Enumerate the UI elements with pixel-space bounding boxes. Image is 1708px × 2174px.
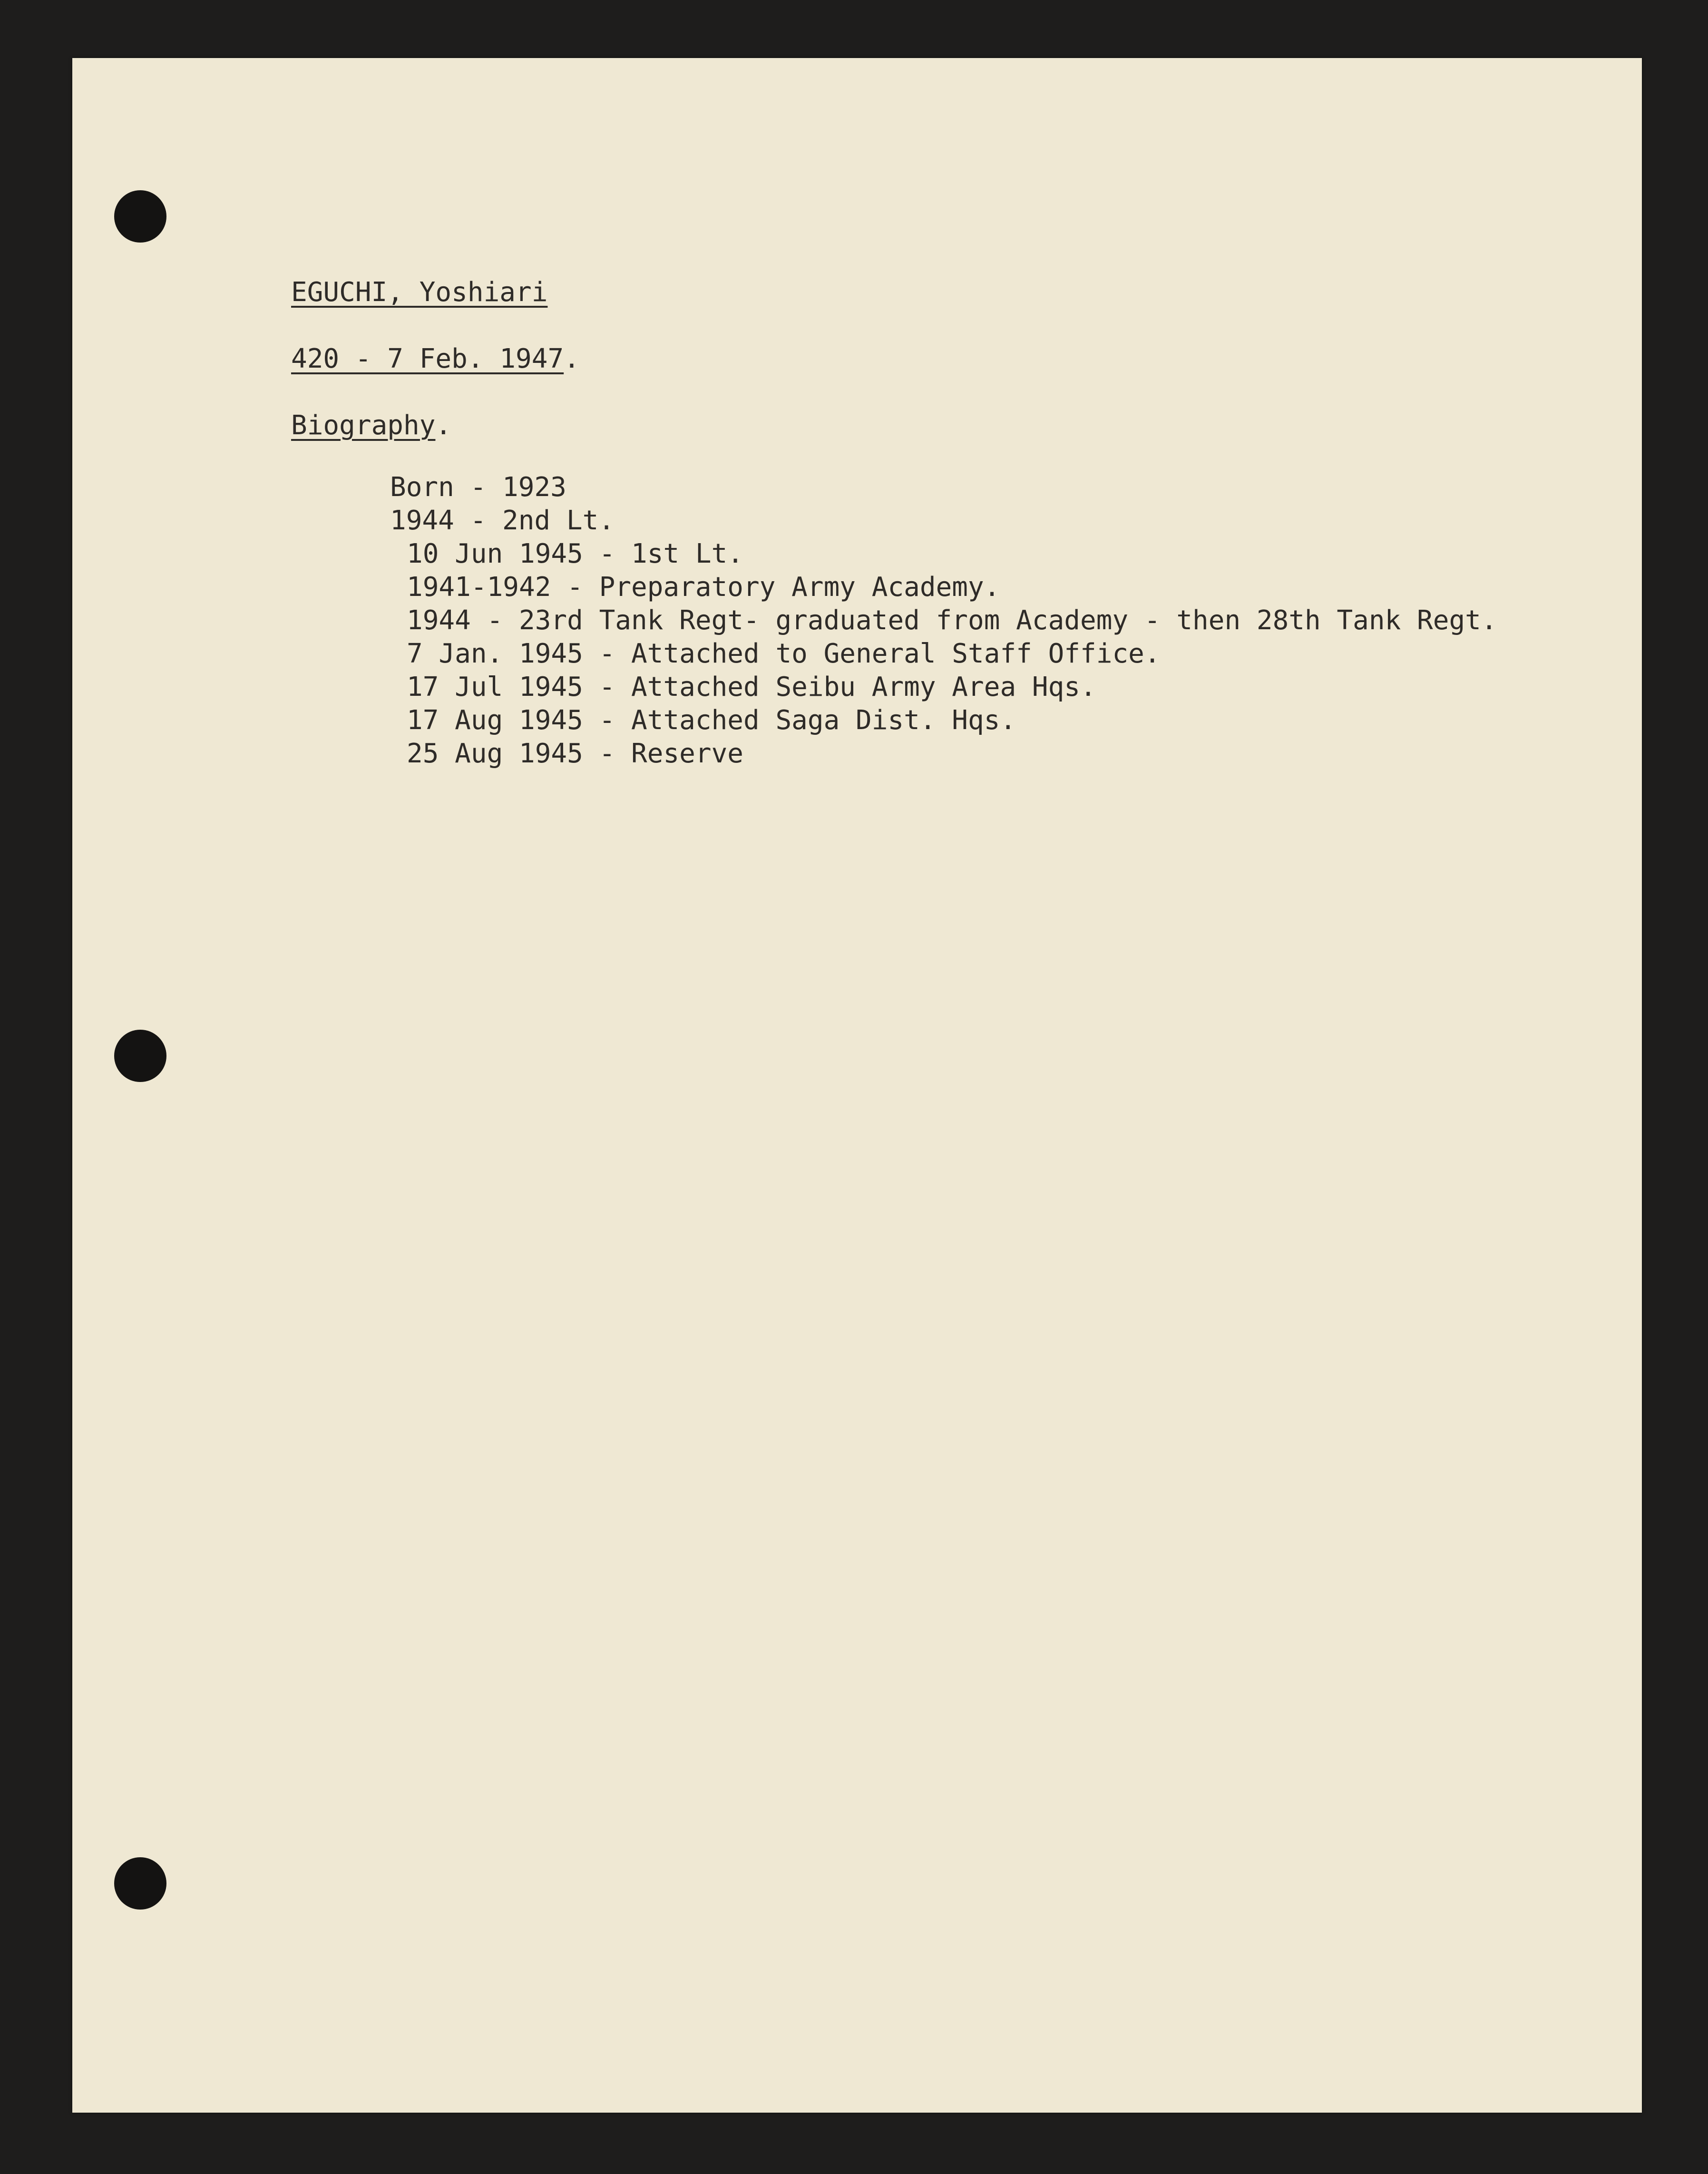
punch-hole-bottom	[114, 1857, 166, 1910]
biography-entry: 7 Jan. 1945 - Attached to General Staff Office.	[407, 638, 1161, 669]
reference-date-trailing: .	[564, 343, 580, 374]
reference-date	[291, 342, 580, 376]
punch-hole-top	[114, 190, 166, 243]
biography-entry: 17 Aug 1945 - Attached Saga Dist. Hqs.	[407, 705, 1016, 736]
section-heading-trailing: .	[435, 410, 452, 441]
biography-entry: Born - 1923	[390, 472, 566, 503]
person-name-text: EGUCHI, Yoshiari	[291, 277, 548, 308]
reference-date-text: 420 - 7 Feb. 1947	[291, 343, 564, 374]
punch-hole-middle	[114, 1030, 166, 1082]
biography-entry: 1944 - 2nd Lt.	[390, 505, 615, 536]
biography-entry: 1941-1942 - Preparatory Army Academy.	[407, 572, 1000, 603]
section-heading	[291, 409, 451, 442]
section-heading-text: Biography	[291, 410, 436, 441]
biography-entry: 17 Jul 1945 - Attached Seibu Army Area Hqs.	[407, 672, 1096, 702]
biography-entry: 10 Jun 1945 - 1st Lt.	[407, 538, 744, 569]
person-name	[291, 276, 547, 309]
biography-entry: 25 Aug 1945 - Reserve	[407, 738, 744, 769]
biography-entry: 1944 - 23rd Tank Regt- graduated from Academy - then 28th Tank Regt.	[407, 605, 1497, 636]
